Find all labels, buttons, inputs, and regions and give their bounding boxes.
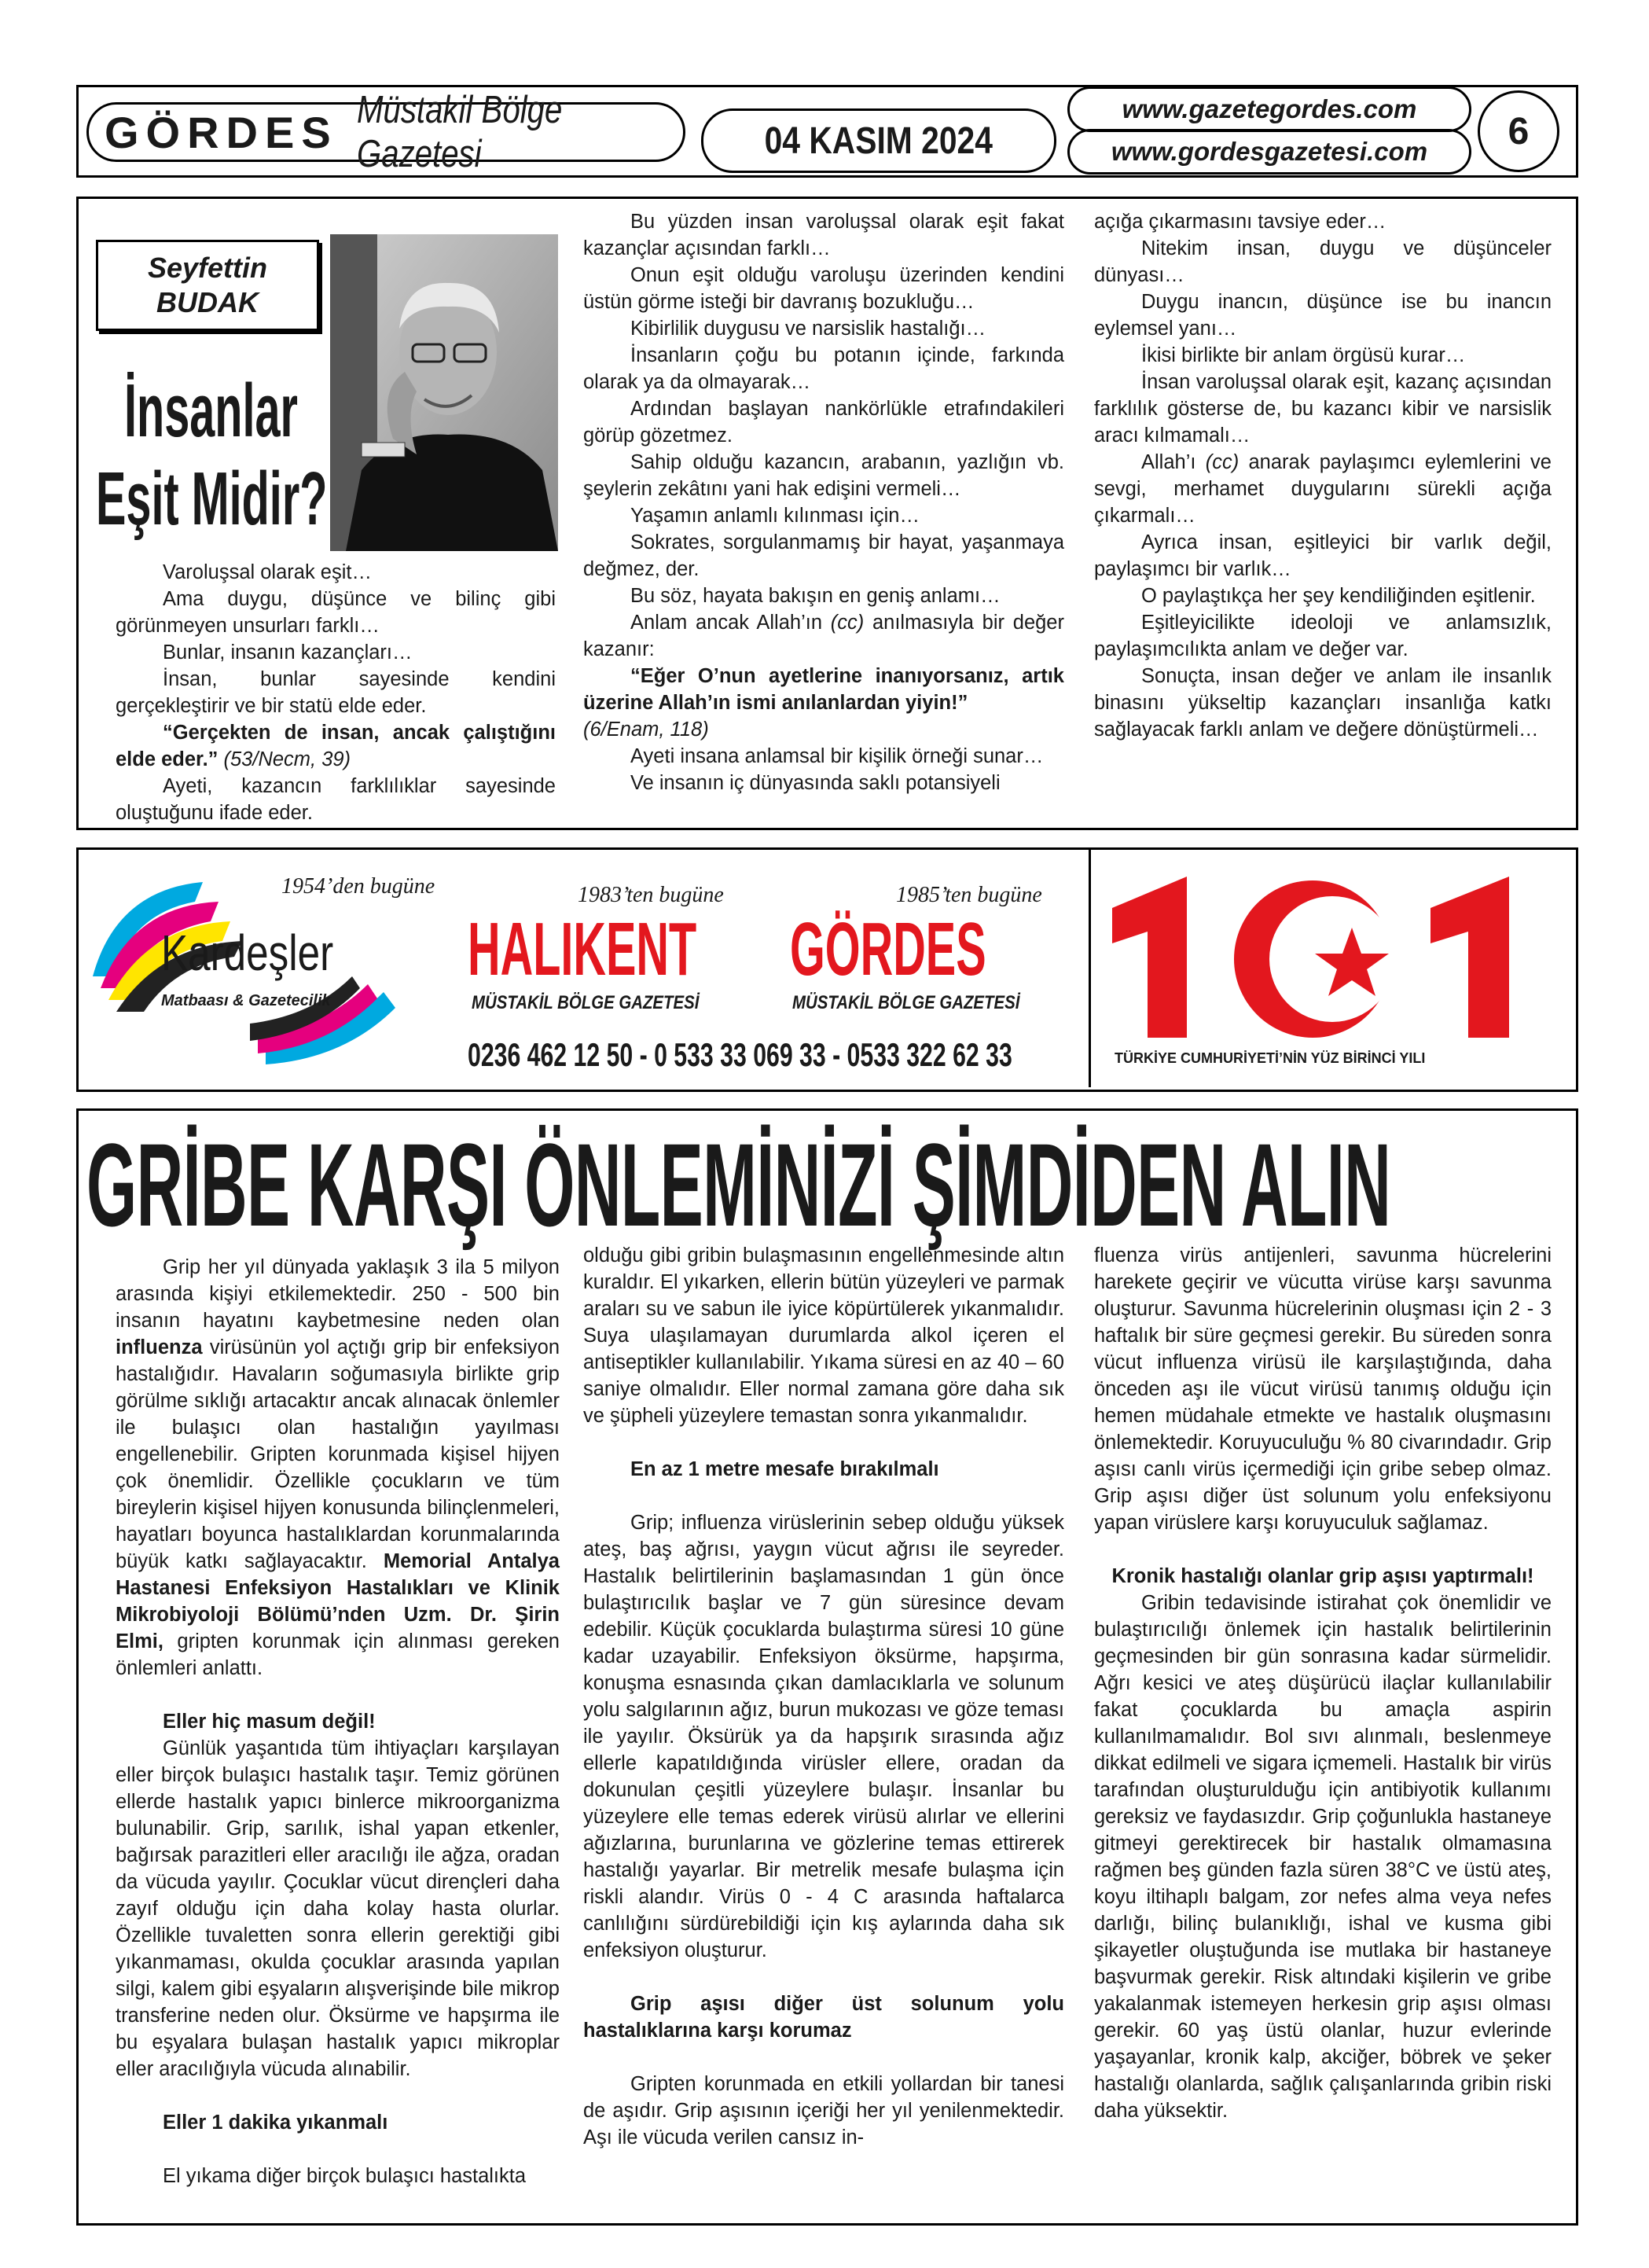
- halikent-since: 1983’ten bugüne: [578, 883, 724, 907]
- quote: “Eğer O’nun ayetlerine inanıyorsanız, artık üzerine Allah’ın ismi anılanlardan yiyin!”: [583, 665, 1064, 714]
- paragraph: fluenza virüs antijenleri, savunma hücrelerini harekete geçirir ve vücutta virüse karşı savunma oluşturur. Savunma hücrelerinin oluşması için 2 - 3 haftalık bir süre geçmesi gerekir. Bu süreden sonra vücut influenza virüsü ile karşılaştığında, daha önceden aşı ile vücut virüsü tanımış olduğu için hemen müdahale etmekte ve hastalık oluşmasını önlemektedir. Koruyuculuğu % 80 civarındadır. Grip aşısı canlı virüs içermediği için gribe sebep olmaz. Grip aşısı diğer üst solunum yolu enfeksiyonu yapan virüslere karşı koruyuculuk sağlamaz.: [1094, 1244, 1552, 1534]
- page-number: 6: [1478, 90, 1559, 172]
- quote-ref: (6/Enam, 118): [583, 719, 709, 741]
- website-link-1[interactable]: www.gazetegordes.com: [1067, 86, 1471, 132]
- phone-numbers: 0236 462 12 50 - 0 533 33 069 33 - 0533 322 62 33: [468, 1036, 1012, 1073]
- paragraph: Kibirlilik duygusu ve narsislik hastalığı…: [630, 318, 986, 340]
- masthead-brand: GÖRDES: [105, 107, 338, 157]
- paragraph: Sahip olduğu kazancın, arabanın, yazlığın vb. şeylerin zekâtını yani hak edişini vermeli…: [583, 451, 1064, 500]
- masthead-subtitle: Müstakil Bölge Gazetesi: [356, 89, 563, 175]
- paragraph: İnsan, bunlar sayesinde kendini gerçekleştirir ve bir statü elde eder.: [116, 668, 556, 717]
- kardesler-name: Kardeşler: [161, 924, 334, 981]
- paragraph: Ve insanın iç dünyasında saklı potansiyeli: [630, 772, 1001, 794]
- paragraph: Bu söz, hayata bakışın en geniş anlamı…: [630, 585, 1001, 607]
- paragraph: Varoluşsal olarak eşit…: [163, 561, 372, 583]
- subheading: Eller hiç masum değil!: [163, 1711, 376, 1733]
- article-title-line-1: İnsanlar: [124, 369, 298, 453]
- quote-ref: (53/Necm, 39): [223, 748, 351, 770]
- paragraph: Bunlar, insanın kazançları…: [163, 641, 413, 663]
- halikent-brand: HALIKENT: [468, 907, 697, 991]
- paragraph: Duygu inancın, düşünce ise bu inancın eylemsel yanı…: [1094, 291, 1552, 340]
- article2-column-3: [1094, 1242, 1552, 2124]
- paragraph: Ardından başlayan nankörlükle etrafındakileri görüp gözetmez.: [583, 398, 1064, 447]
- paragraph: Grip; influenza virüslerinin sebep olduğu yüksek ateş, baş ağrısı, yaygın vücut ağrısı ile seyreder. Hastalık belirtilerinin başlamasından 1 gün önce bulaştırıcılık başlar ve 7 gün süresince devam edebilir. Küçük çocuklarda bulaştırma süresi 10 güne kadar uzayabilir. Enfeksiyon öksürme, hapşırma, konuşma esnasında çıkan damlacıklarla ve solunum yolu salgılarının ağız, burun mukozası ve göze teması ile yayılır. Öksürük ya da hapşırık sırasında ağız ellerle kapatıldığında virüsler ellere, oradan da dokunulan çeşitli yüzeylere bulaşır. İnsanlar bu yüzeylere elle temas ederek virüsü alırlar ve ellerini ağızlarına, burunlarına ve gözlerine temas ettirerek hastalığı yayarlar. Bir metrelik mesafe bulaşma için riskli alandır. Virüs 0 - 4 C arasında haftalarca canlılığını sürdürebildiği için kış aylarında daha sık enfeksiyon oluşturur.: [583, 1512, 1064, 1961]
- paragraph: O paylaştıkça her şey kendiliğinden eşitlenir.: [1141, 585, 1536, 607]
- paragraph: Sokrates, sorgulanmamış bir hayat, yaşanmaya değmez, der.: [583, 531, 1064, 580]
- paragraph: Günlük yaşantıda tüm ihtiyaçları karşılayan eller birçok bulaşıcı hastalık taşır. Temiz görünen ellerde hastalık yapıcı binlerce mikroorganizma bulunabilir. Grip, sarılık, ishal yapan etkenler, bağırsak parazitleri eller aracılığı ile ağza, oradan da vücuda yayılır. Çocuklar vücut dirençleri daha zayıf olduğu için daha kolay hasta olurlar. Özellikle tuvaletten sonra ellerin gerektiği gibi yıkanmaması, okulda çocuklar arasında yapılan silgi, kalem gibi eşyaların alışverişinde bile mikrop transferine neden olur. Öksürme ve hapşırma ile bu eşyalara bulaşan hastalık yapıcı mikroplar eller aracılığıyla vücuda alınabilir.: [116, 1737, 560, 2080]
- paragraph: Anlam ancak Allah’ın (cc) anılmasıyla bir değer kazanır:: [583, 612, 1064, 660]
- paragraph: Ayrıca insan, eşitleyici bir varlık değil, paylaşımcı bir varlık…: [1094, 531, 1552, 580]
- subheading: Eller 1 dakika yıkanmalı: [163, 2112, 388, 2134]
- paragraph: Onun eşit olduğu varoluşu üzerinden kendini üstün görme isteği bir davranış bozukluğu…: [583, 264, 1064, 313]
- paragraph: olduğu gibi gribin bulaşmasının engellenmesinde altın kuraldır. El yıkarken, ellerin bütün yüzeyleri ve parmak araları su ve sabun ile iyice köpürtülerek yıkanmalıdır. Suya ulaşılamayan durumlarda alkol içeren el antiseptikler kullanılabilir. Yıkama süresi en az 40 – 60 saniye olmalıdır. Eller normal zamana göre daha sık ve şüpheli yüzeylere temastan sonra yıkanmalıdır.: [583, 1244, 1064, 1427]
- paragraph: Ama duygu, düşünce ve bilinç gibi görünmeyen unsurları farklı…: [116, 588, 556, 637]
- quote-paragraph: [116, 719, 556, 773]
- paragraph: Yaşamın anlamlı kılınması için…: [630, 505, 920, 527]
- kardesler-since: 1954’den bugüne: [281, 874, 435, 899]
- paragraph: Allah’ı (cc) anarak paylaşımcı eylemlerini ve sevgi, merhamet duygularını sürekli açığa çıkarmalı…: [1094, 451, 1552, 527]
- republic-101-logo: [1100, 861, 1564, 1065]
- paragraph: İkisi birlikte bir anlam örgüsü kurar…: [1141, 344, 1466, 366]
- gordes-brand: GÖRDES: [790, 907, 986, 991]
- paragraph: Gribin tedavisinde istirahat çok önemlidir ve bulaştırıcılığı önlemek için hastalık belirtilerinin geçmesinden bir gün sonrasına kadar sürmelidir. Ağrı kesici ve ateş düşürücü ilaçlar kullanılabilir fakat çocuklarda bu amaçla aspirin kullanılmamalıdır. Bol sıvı alınmalı, beslenmeye dikkat edilmeli ve sigara içmemeli. Hastalık bir virüs tarafından oluşturulduğu için antibiyotik kullanımı gereksiz ve faydasızdır. Grip çoğunlukla hastaneye gitmeyi gerektirecek bir hastalık olmamasına rağmen beş günden fazla süren 38°C ve üstü ateş, koyu iltihaplı balgam, zor nefes alma veya nefes darlığı, bilinç bulanıklığı, ishal ve kusma gibi şikayetler oluştuğunda ise mutlaka bir hastaneye başvurmak gerekir. Risk altındaki kişilerin ve gribe yakalanmak istemeyen herkesin grip aşısı olması gerekir. 60 yaş üstü olanlar, huzur evlerinde yaşayanlar, kronik kalp, akciğer, böbrek ve şeker hastalığı olanlarda, sağlık çalışanlarında gribin riski daha yüksektir.: [1094, 1592, 1552, 2122]
- article1-column-3: [1094, 208, 1552, 743]
- article-title-line-2: Eşit Midir?: [96, 457, 328, 541]
- article2-column-1: [116, 1254, 560, 2189]
- subheading: Grip aşısı diğer üst solunum yolu hastalıklarına karşı korumaz: [583, 1993, 1064, 2042]
- paragraph: Gripten korunmada en etkili yollardan bir tanesi de aşıdır. Grip aşısının içeriği her yıl yenilenmektedir. Aşı ile vücuda verilen cansız in-: [583, 2073, 1064, 2149]
- kardesler-subtitle: Matbaası & Gazetecilik: [161, 992, 331, 1009]
- article1-column-1: [116, 559, 556, 826]
- issue-date: 04 KASIM 2024: [701, 108, 1056, 173]
- article2-column-2: [583, 1242, 1064, 2151]
- paragraph: İnsan varoluşsal olarak eşit, kazanç açısından farklılık gösterse de, bu kazancı kibir ve narsislik aracı kılmamalı…: [1094, 371, 1552, 447]
- paragraph: Nitekim insan, duygu ve düşünceler dünyası…: [1094, 237, 1552, 286]
- paragraph: İnsanların çoğu bu potanın içinde, farkında olarak ya da olmayarak…: [583, 344, 1064, 393]
- article1-column-2: [583, 208, 1064, 796]
- ad-divider: [1089, 850, 1091, 1087]
- author-name-box: [96, 240, 319, 331]
- subheading: Kronik hastalığı olanlar grip aşısı yaptırmalı!: [1111, 1565, 1534, 1587]
- website-link-2[interactable]: www.gordesgazetesi.com: [1067, 129, 1471, 175]
- republic-anniversary-text: TÜRKİYE CUMHURİYETİ’NİN YÜZ BİRİNCİ YILI: [1115, 1050, 1426, 1066]
- gordes-subtitle: MÜSTAKİL BÖLGE GAZETESİ: [792, 992, 1020, 1013]
- author-photo: [330, 234, 558, 551]
- paragraph: açığa çıkarmasını tavsiye eder…: [1094, 211, 1386, 233]
- subheading: En az 1 metre mesafe bırakılmalı: [630, 1458, 939, 1480]
- halikent-subtitle: MÜSTAKİL BÖLGE GAZETESİ: [472, 992, 700, 1013]
- paragraph: Eşitleyicilikte ideoloji ve anlamsızlık, paylaşımcılıkta anlam ve değer var.: [1094, 612, 1552, 660]
- paragraph: El yıkama diğer birçok bulaşıcı hastalıkta: [163, 2165, 527, 2187]
- quote: “Gerçekten de insan, ancak çalıştığını elde eder.”: [116, 722, 556, 770]
- author-last-name: BUDAK: [156, 286, 259, 318]
- masthead: [86, 89, 685, 175]
- paragraph: Sonuçta, insan değer ve anlam ile insanlık binasını yükseltip kazançları insanlığa katkı sağlayacak farklı anlam ve değere dönüştürmeli…: [1094, 665, 1552, 741]
- article-headline: GRİBE KARŞI ÖNLEMİNİZİ ŞİMDİDEN ALIN: [86, 1119, 1391, 1251]
- author-first-name: Seyfettin: [147, 252, 268, 284]
- paragraph: Ayeti insana anlamsal bir kişilik örneği sunar…: [630, 745, 1044, 767]
- paragraph: Bu yüzden insan varoluşsal olarak eşit fakat kazançlar açısından farklı…: [583, 211, 1064, 259]
- gordes-since: 1985’ten bugüne: [896, 883, 1042, 907]
- paragraph: Grip her yıl dünyada yaklaşık 3 ila 5 milyon arasında kişiyi etkilemektedir. 250 - 500 bin insanın hayatını kaybetmesine neden olan influenza virüsünün yol açtığı grip bir enfeksiyon hastalığıdır. Havaların soğumasıyla birlikte grip görülme sıklığı artacaktır ancak alınacak önlemler ile bulaşıcı olan hastalığın yayılması engellenebilir. Gripten korunmada kişisel hijyen çok önemlidir. Özellikle çocukların ve tüm bireylerin kişisel hijyen konusunda bilinçlenmeleri, hayatları boyunca hastalıklardan korunmalarında büyük katkı sağlayacaktır. Memorial Antalya Hastanesi Enfeksiyon Hastalıkları ve Klinik Mikrobiyoloji Bölümü’nden Uzm. Dr. Şirin Elmi, gripten korunmak için alınması gereken önlemleri anlattı.: [116, 1256, 560, 1679]
- paragraph: Ayeti, kazancın farklılıklar sayesinde oluştuğunu ifade eder.: [116, 775, 556, 824]
